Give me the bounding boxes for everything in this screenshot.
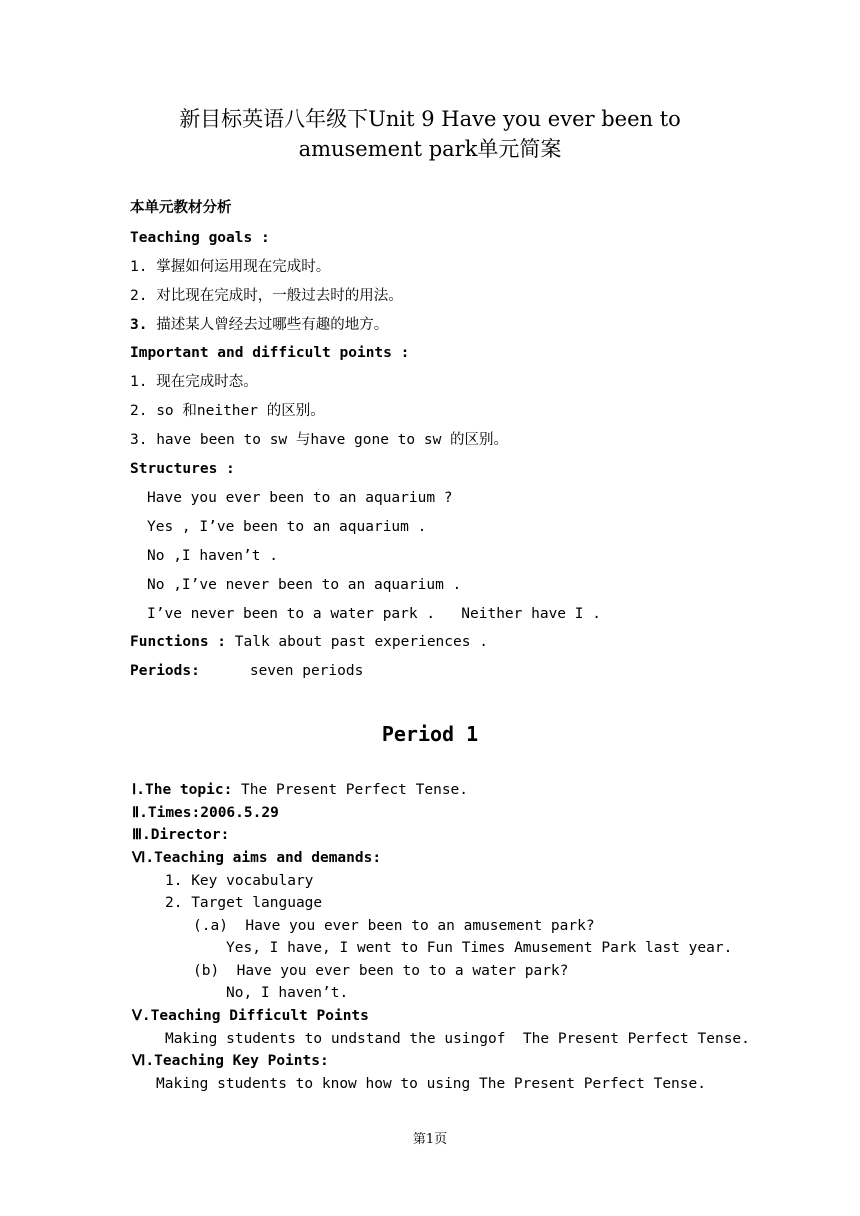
target-language-a: Yes, I have, I went to Fun Times Amusement Park last year. <box>226 940 733 956</box>
key-points-text: Making students to know how to using The Present Perfect Tense. <box>156 1076 706 1092</box>
target-language-q: (b) Have you ever been to to a water park? <box>193 963 569 979</box>
functions-label: Functions : <box>130 634 227 650</box>
times-line: Ⅱ.Times:2006.5.29 <box>132 805 279 821</box>
goal-item: 1. 掌握如何运用现在完成时。 <box>130 259 331 275</box>
structure-line: No ,I’ve never been to an aquarium . <box>147 577 462 593</box>
difficult-points-text: Making students to undstand the usingof The Present Perfect Tense. <box>165 1031 750 1047</box>
key-points-label: Ⅵ.Teaching Key Points: <box>132 1053 329 1069</box>
topic-line: Ⅰ.The topic: The Present Perfect Tense. <box>132 782 469 798</box>
point-item: 1. 现在完成时态。 <box>130 374 258 390</box>
analysis-heading: 本单元教材分析 <box>130 199 232 216</box>
page-number: 第1页 <box>412 1132 448 1147</box>
director-line: Ⅲ.Director: <box>132 827 230 843</box>
goal-item: 3. 描述某人曾经去过哪些有趣的地方。 <box>130 317 389 333</box>
structure-line: Yes , I’ve been to an aquarium . <box>147 519 427 535</box>
functions-text: Talk about past experiences . <box>234 634 488 650</box>
periods-text: seven periods <box>249 663 364 679</box>
functions-line <box>130 632 488 652</box>
point-item: 3. have been to sw 与have gone to sw 的区别。 <box>130 432 509 448</box>
structure-line: I’ve never been to a water park . Neither have I . <box>147 606 601 622</box>
structure-line: Have you ever been to an aquarium ? <box>147 490 453 506</box>
goal-item: 2. 对比现在完成时，一般过去时的用法。 <box>130 288 403 304</box>
target-language-q: (.a) Have you ever been to an amusement park? <box>193 918 595 934</box>
target-language-a: No, I haven’t. <box>226 985 349 1001</box>
points-label: Important and difficult points : <box>130 345 410 361</box>
point-item: 2. so 和neither 的区别。 <box>130 403 325 419</box>
doc-title-line2: amusement park单元简案 <box>298 137 562 161</box>
structures-label: Structures : <box>130 461 235 477</box>
doc-title-line1: 新目标英语八年级下Unit 9 Have you ever been to <box>179 107 681 131</box>
period-heading: Period 1 <box>381 722 479 746</box>
aims-label: Ⅵ.Teaching aims and demands: <box>132 850 382 866</box>
structure-line: No ,I haven’t . <box>147 548 278 564</box>
teaching-goals-label: Teaching goals : <box>130 230 270 246</box>
periods-line <box>130 661 363 681</box>
periods-label: Periods: <box>130 663 200 679</box>
aims-item: 1. Key vocabulary <box>165 873 314 889</box>
difficult-points-label: Ⅴ.Teaching Difficult Points <box>132 1008 369 1024</box>
aims-item: 2. Target language <box>165 895 323 911</box>
